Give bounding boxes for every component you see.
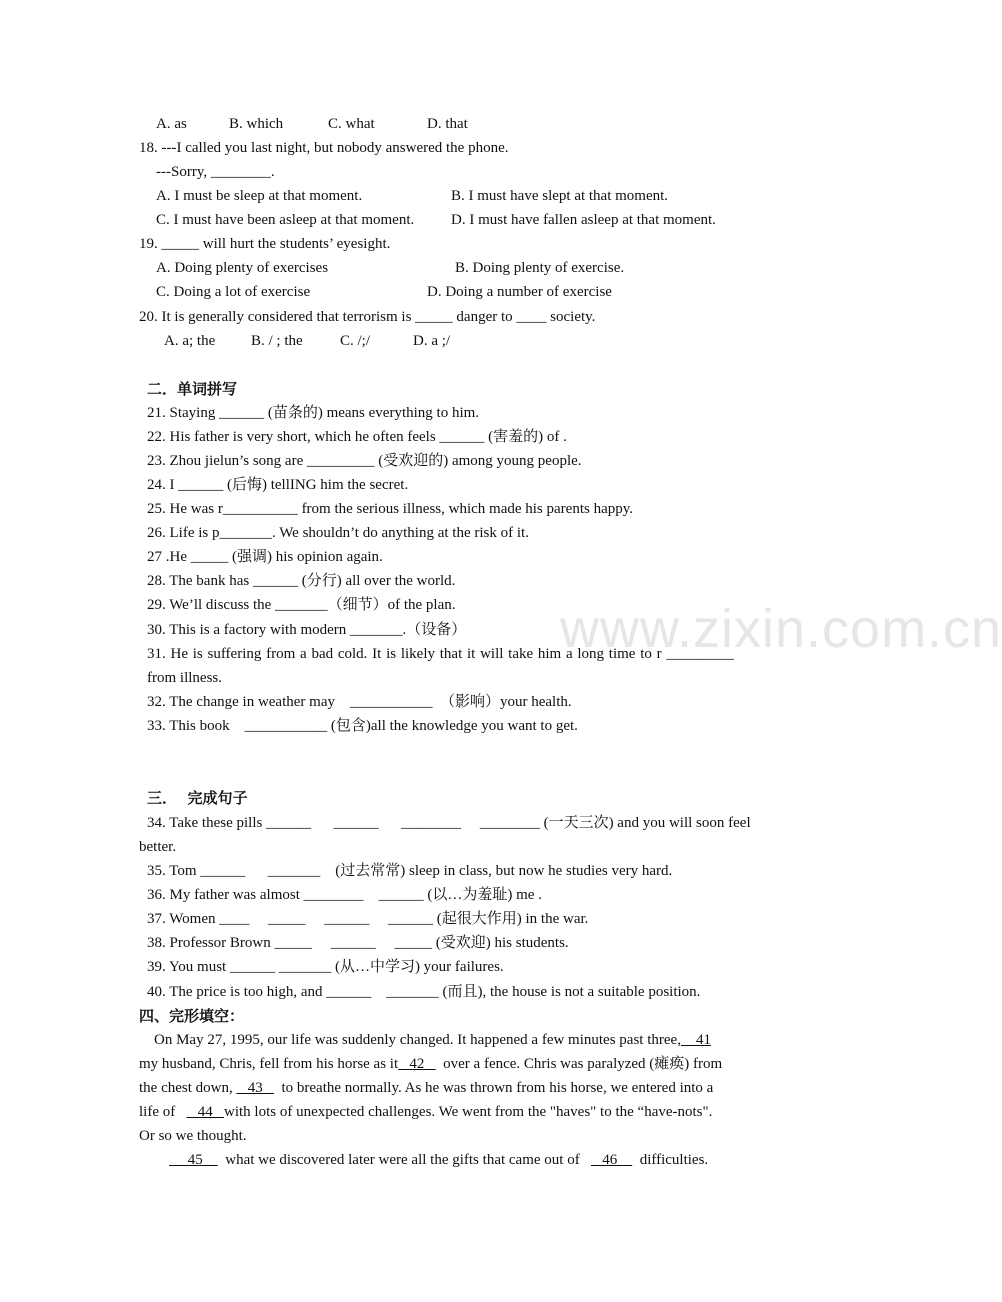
q17-option-b: B. which: [229, 116, 284, 132]
q17-option-c: C. what: [328, 116, 375, 132]
q18-stem: 18. ---I called you last night, but nobody answered the phone.: [139, 140, 509, 156]
q26: 26. Life is p_______. We shouldn’t do anything at the risk of it.: [147, 525, 529, 541]
q19-stem: 19. _____ will hurt the students’ eyesight.: [139, 236, 391, 252]
q28: 28. The bank has ______ (分行) all over the world.: [147, 573, 456, 589]
cloze-text: my husband, Chris, fell from his horse as it: [139, 1056, 399, 1072]
q34-continued: better.: [139, 839, 177, 855]
cloze-line-5: [139, 1126, 247, 1146]
cloze-blank-46: 46: [590, 1152, 633, 1168]
cloze-text: difficulties.: [632, 1152, 709, 1168]
section-2-heading: 二．单词拼写: [147, 380, 238, 398]
q19-option-c: C. Doing a lot of exercise: [156, 284, 311, 300]
q18-reply: ---Sorry, ________.: [156, 164, 275, 180]
q17-option-a: A. as: [156, 116, 187, 132]
q18-option-a: A. I must be sleep at that moment.: [156, 188, 363, 204]
q33: 33. This book ___________ (包含)all the knowledge you want to get.: [147, 718, 578, 734]
q17-option-d: D. that: [427, 116, 468, 132]
cloze-line-2: [139, 1054, 722, 1074]
cloze-text: the chest down,: [139, 1080, 237, 1096]
cloze-text: Or so we thought.: [139, 1128, 247, 1144]
q20-stem: 20. It is generally considered that terrorism is _____ danger to ____ society.: [139, 309, 596, 325]
q30: 30. This is a factory with modern _______.（设备）: [147, 622, 467, 638]
q37: 37. Women ____ _____ ______ ______ (起很大作用) in the war.: [147, 911, 589, 927]
cloze-text: On May 27, 1995, our life was suddenly changed. It happened a few minutes past three,: [139, 1032, 681, 1048]
section-4-heading: 四、完形填空：: [139, 1007, 245, 1025]
cloze-text: [139, 1152, 169, 1168]
cloze-blank-45: 45: [169, 1152, 218, 1168]
watermark: www.zixin.com.cn: [560, 599, 1002, 659]
q18-option-b: B. I must have slept at that moment.: [451, 188, 669, 204]
q27: 27 .He _____ (强调) his opinion again.: [147, 549, 383, 565]
cloze-line-6: [139, 1150, 708, 1170]
q32: 32. The change in weather may ___________ （影响）your health.: [147, 694, 572, 710]
cloze-text: with lots of unexpected challenges. We went from the "haves" to the “have-nots".: [223, 1104, 713, 1120]
cloze-text: what we discovered later were all the gifts that came out of: [217, 1152, 591, 1168]
cloze-blank-43: 43: [236, 1080, 274, 1096]
q19-option-b: B. Doing plenty of exercise.: [455, 260, 625, 276]
q18-option-c: C. I must have been asleep at that moment.: [156, 212, 415, 228]
q20-option-d: D. a ;/: [413, 333, 451, 349]
q31-continued: from illness.: [147, 670, 222, 686]
q29: 29. We’ll discuss the _______（细节）of the plan.: [147, 597, 456, 613]
cloze-text: to breathe normally. As he was thrown from his horse, we entered into a: [273, 1080, 714, 1096]
q25: 25. He was r__________ from the serious illness, which made his parents happy.: [147, 501, 634, 517]
q23: 23. Zhou jielun’s song are _________ (受欢迎的) among young people.: [147, 453, 582, 469]
q18-option-d: D. I must have fallen asleep at that moment.: [451, 212, 716, 228]
q19-option-d: D. Doing a number of exercise: [427, 284, 612, 300]
q24: 24. I ______ (后悔) tellING him the secret.: [147, 477, 409, 493]
cloze-blank-41: 41: [680, 1032, 711, 1048]
cloze-line-4: [139, 1102, 712, 1122]
q31: 31. He is suffering from a bad cold. It is likely that it will take him a long time to r _________: [147, 646, 734, 662]
q39: 39. You must ______ _______ (从…中学习) your failures.: [147, 959, 504, 975]
q40: 40. The price is too high, and ______ _______ (而且), the house is not a suitable position.: [147, 984, 701, 1000]
q35: 35. Tom ______ _______ (过去常常) sleep in class, but now he studies very hard.: [147, 863, 673, 879]
q20-option-c: C. /;/: [340, 333, 371, 349]
q34: 34. Take these pills ______ ______ ________ ________ (一天三次) and you will soon feel: [147, 815, 751, 831]
q36: 36. My father was almost ________ ______ (以…为羞耻) me .: [147, 887, 542, 903]
section-3-heading: 三． 完成句子: [147, 789, 248, 807]
q38: 38. Professor Brown _____ ______ _____ (受欢迎) his students.: [147, 935, 569, 951]
q19-option-a: A. Doing plenty of exercises: [156, 260, 329, 276]
cloze-text: life of: [139, 1104, 187, 1120]
q20-option-a: A. a; the: [164, 333, 216, 349]
q20-option-b: B. / ; the: [251, 333, 303, 349]
cloze-blank-42: 42: [398, 1056, 436, 1072]
q21: 21. Staying ______ (苗条的) means everything to him.: [147, 405, 480, 421]
cloze-blank-44: 44: [186, 1104, 224, 1120]
cloze-text: over a fence. Chris was paralyzed (瘫痪) from: [435, 1056, 723, 1072]
q22: 22. His father is very short, which he often feels ______ (害羞的) of .: [147, 429, 567, 445]
cloze-line-3: [139, 1078, 713, 1098]
cloze-line-1: [139, 1030, 711, 1050]
